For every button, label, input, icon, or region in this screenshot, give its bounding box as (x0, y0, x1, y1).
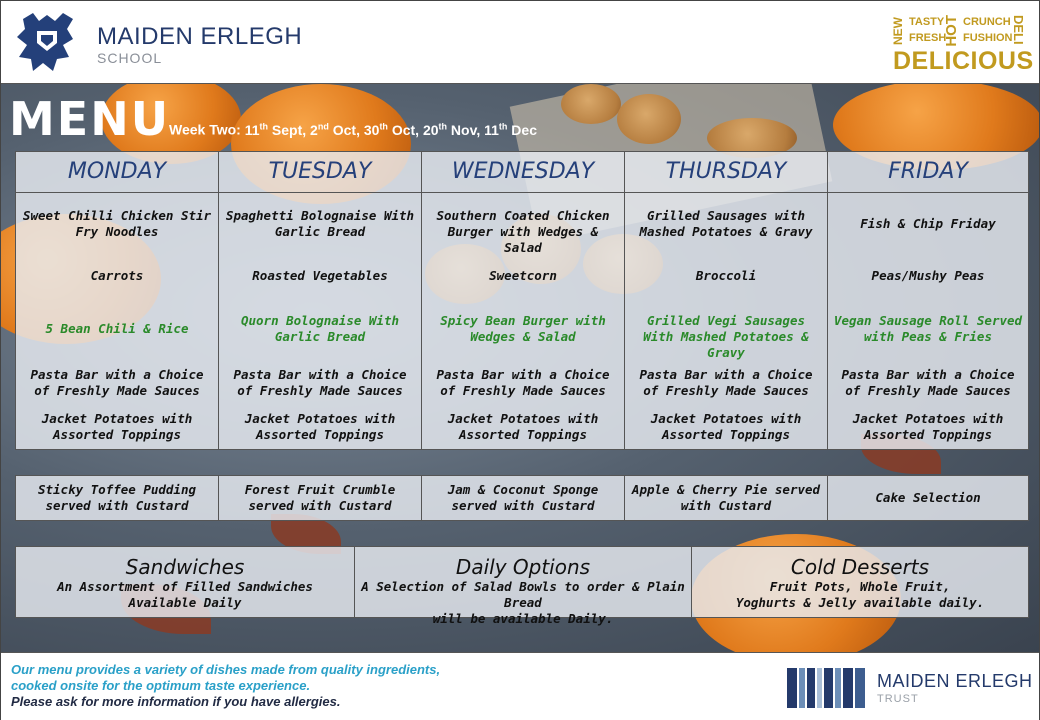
extras-cold-desserts (691, 546, 1029, 618)
side-dish: Broccoli (695, 268, 757, 283)
extras-title: Sandwiches (125, 555, 245, 579)
side-dish: Sweetcorn (489, 268, 557, 283)
pasta-option: Pasta Bar with a Choice of Freshly Made Sauces (233, 367, 407, 398)
day-header-friday: FRIDAY (827, 151, 1029, 193)
main-dish: Spaghetti Bolognaise With Garlic Bread (225, 208, 415, 239)
dessert: Cake Selection (875, 490, 981, 505)
day-header-wednesday: WEDNESDAY (421, 151, 625, 193)
date-1 (245, 122, 310, 138)
day-column-friday (827, 192, 1029, 450)
extras-title: Cold Desserts (790, 555, 930, 579)
side-dish: Carrots (90, 268, 144, 283)
jacket-option: Jacket Potatoes with Assorted Toppings (650, 411, 802, 442)
footer-line-2: cooked onsite for the optimum taste experience. (11, 678, 311, 693)
header (1, 1, 1039, 84)
extras-text (20, 579, 350, 611)
dessert: Jam & Coconut Sponge served with Custard (447, 482, 599, 513)
extras-line-1: Fruit Pots, Whole Fruit, (769, 579, 951, 594)
week-prefix: Week Two: (169, 121, 245, 138)
day-header-monday: MONDAY (15, 151, 219, 193)
brand-tasty: TASTY (909, 16, 945, 28)
dessert-cell-wednesday (421, 475, 625, 521)
date-4-suffix: th (438, 121, 448, 131)
jacket-option: Jacket Potatoes with Assorted Toppings (41, 411, 193, 442)
extras-line-1: An Assortment of Filled Sandwiches (57, 579, 313, 594)
dessert-cell-thursday (624, 475, 828, 521)
extras-line-2: Available Daily (128, 595, 242, 610)
date-2-suffix: nd (317, 121, 329, 131)
main-dish: Sweet Chilli Chicken Stir Fry Noodles (22, 208, 212, 239)
jacket-option: Jacket Potatoes with Assorted Toppings (447, 411, 599, 442)
jacket-option: Jacket Potatoes with Assorted Toppings (244, 411, 396, 442)
extras-title: Daily Options (455, 555, 591, 579)
jacket-option: Jacket Potatoes with Assorted Toppings (852, 411, 1004, 442)
school-crest-icon (13, 9, 81, 77)
brand-fushion: FUSHION (963, 32, 1013, 44)
date-3-rest: Oct, (387, 121, 423, 138)
vegetarian-dish: 5 Bean Chili & Rice (45, 321, 189, 336)
vegetarian-dish: Grilled Vegi Sausages With Mashed Potatoes & Gravy (643, 313, 809, 360)
date-2-rest: Oct, (328, 121, 364, 138)
date-3-suffix: th (379, 121, 388, 131)
vegetarian-dish: Spicy Bean Burger with Wedges & Salad (440, 313, 606, 344)
pasta-option: Pasta Bar with a Choice of Freshly Made Sauces (30, 367, 204, 398)
day-column-monday (15, 192, 219, 450)
date-5-suffix: th (498, 121, 508, 131)
date-3-num: 30 (363, 121, 380, 138)
brand-crunch: CRUNCH (963, 16, 1011, 28)
extras-daily-options (354, 546, 692, 626)
footer-line-3: Please ask for more information if you have allergies. (11, 694, 341, 709)
dessert-cell-monday (15, 475, 219, 521)
brand-delicious: DELICIOUS (893, 47, 1034, 75)
dessert-cell-friday (827, 475, 1029, 521)
brand-fresh: FRESH (909, 32, 947, 44)
day-header-thursday: THURSDAY (624, 151, 828, 193)
week-label (169, 121, 537, 138)
brand-deli: DELI (1011, 15, 1026, 45)
trust-subtitle: TRUST (877, 693, 919, 705)
pasta-option: Pasta Bar with a Choice of Freshly Made Sauces (639, 367, 813, 398)
footer-note (11, 662, 440, 710)
date-5-num: 11 (484, 121, 499, 138)
date-4-rest: Nov, (447, 121, 485, 138)
dessert: Sticky Toffee Pudding served with Custard (37, 482, 197, 513)
dessert-cell-tuesday (218, 475, 422, 521)
menu-background (1, 84, 1039, 652)
date-4-num: 20 (422, 121, 439, 138)
date-5-rest: Dec (507, 121, 537, 138)
trust-logo-icon (787, 668, 865, 708)
day-column-thursday (624, 192, 828, 450)
footer (1, 652, 1039, 720)
dessert: Forest Fruit Crumble served with Custard (244, 482, 396, 513)
vegetarian-dish: Quorn Bolognaise With Garlic Bread (240, 313, 400, 344)
main-dish: Grilled Sausages with Mashed Potatoes & Gravy (639, 208, 813, 239)
main-dish: Fish & Chip Friday (860, 216, 996, 231)
trust-name: MAIDEN ERLEGH (877, 671, 1033, 691)
extras-line-2: Yoghurts & Jelly available daily. (735, 595, 985, 610)
brand-new: NEW (891, 17, 905, 45)
extras-line-1: A Selection of Salad Bowls to order & Plain Bread (361, 579, 685, 610)
day-column-tuesday (218, 192, 422, 450)
dessert: Apple & Cherry Pie served with Custard (631, 482, 821, 513)
extras-text (696, 579, 1024, 611)
footer-line-1: Our menu provides a variety of dishes made from quality ingredients, (11, 662, 441, 677)
brand-hot: HOT (943, 15, 960, 47)
date-2 (310, 122, 364, 138)
side-dish: Roasted Vegetables (252, 268, 388, 283)
delicious-brand-logo (891, 11, 1034, 77)
school-subtitle: SCHOOL (97, 50, 163, 66)
date-5 (484, 122, 537, 138)
side-dish: Peas/Mushy Peas (871, 268, 985, 283)
date-1-suffix: th (259, 121, 269, 131)
date-1-num: 11 (244, 121, 260, 138)
extras-text (359, 579, 687, 627)
pasta-option: Pasta Bar with a Choice of Freshly Made Sauces (841, 367, 1015, 398)
day-header-tuesday: TUESDAY (218, 151, 422, 193)
school-name: MAIDEN ERLEGH (97, 23, 303, 50)
date-2-num: 2 (310, 121, 318, 138)
extras-sandwiches (15, 546, 355, 618)
main-dish: Southern Coated Chicken Burger with Wedges & Salad (436, 208, 610, 255)
extras-line-2: will be available Daily. (432, 611, 614, 626)
pasta-option: Pasta Bar with a Choice of Freshly Made Sauces (436, 367, 610, 398)
day-column-wednesday (421, 192, 625, 450)
vegetarian-dish: Vegan Sausage Roll Served with Peas & Fries (833, 313, 1023, 344)
menu-title: MENU (9, 92, 171, 146)
cookie-image (617, 94, 681, 144)
date-3 (364, 122, 423, 138)
date-4 (423, 122, 484, 138)
cookie-image (561, 84, 621, 124)
date-1-rest: Sept, (268, 121, 311, 138)
